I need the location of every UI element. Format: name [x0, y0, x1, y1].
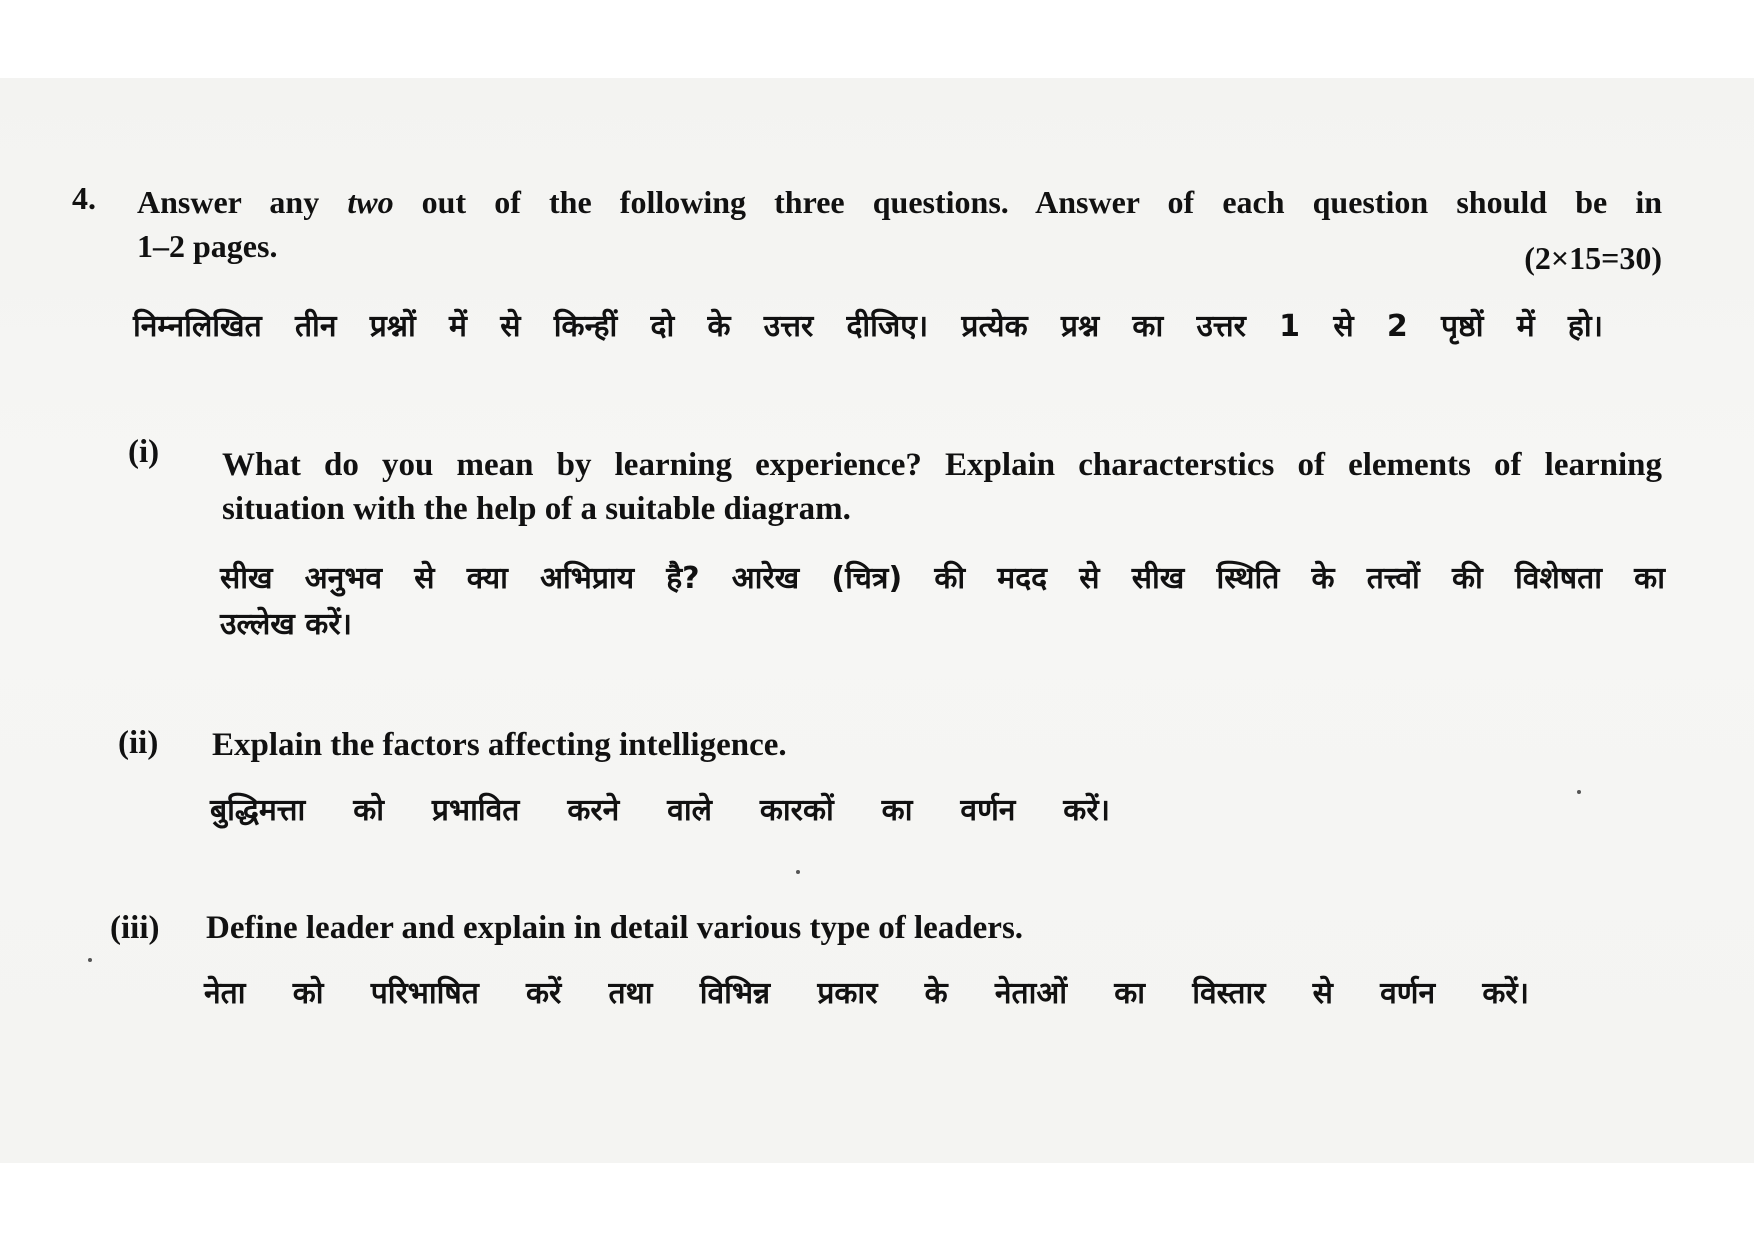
instruction-text-post: out of the following three questions. Answer of each question should be in: [393, 184, 1663, 220]
paper-speck: [796, 870, 800, 874]
instruction-emphasis: two: [347, 184, 394, 220]
subquestion-iii-english: Define leader and explain in detail various type of leaders.: [206, 910, 1024, 946]
subquestion-i-hindi-line2: उल्लेख करें।: [220, 607, 352, 642]
subquestion-i-hindi-line1: सीख अनुभव से क्या अभिप्राय है? आरेख (चित्र) की मदद से सीख स्थिति के तत्त्वों की विशेषता का: [220, 561, 1665, 596]
question-number: 4.: [72, 180, 96, 216]
paper-speck: [88, 958, 92, 962]
subquestion-label-ii: (ii): [118, 725, 159, 761]
marks-allocation: (2×15=30): [1524, 240, 1662, 276]
paper-speck: [1577, 790, 1581, 794]
instruction-line-2: 1–2 pages.: [137, 228, 278, 264]
question-instruction-english: [137, 180, 1662, 224]
subquestion-ii-english: Explain the factors affecting intelligence.: [212, 727, 787, 763]
subquestion-i-english-line2: situation with the help of a suitable diagram.: [222, 491, 851, 527]
subquestion-iii-hindi: नेता को परिभाषित करें तथा विभिन्न प्रकार के नेताओं का विस्तार से वर्णन करें।: [204, 976, 1529, 1011]
question-instruction-hindi: निम्नलिखित तीन प्रश्नों में से किन्हीं दो के उत्तर दीजिए। प्रत्येक प्रश्न का उत्तर 1 से 2 पृष्ठों में हो।: [133, 309, 1603, 344]
subquestion-i-english-line1: What do you mean by learning experience? Explain characterstics of elements of learning: [222, 447, 1662, 483]
instruction-text-pre: Answer any: [137, 184, 348, 220]
subquestion-ii-hindi: बुद्धिमत्ता को प्रभावित करने वाले कारकों का वर्णन करें।: [210, 793, 1110, 828]
subquestion-label-i: (i): [128, 434, 160, 470]
subquestion-label-iii: (iii): [110, 910, 160, 946]
